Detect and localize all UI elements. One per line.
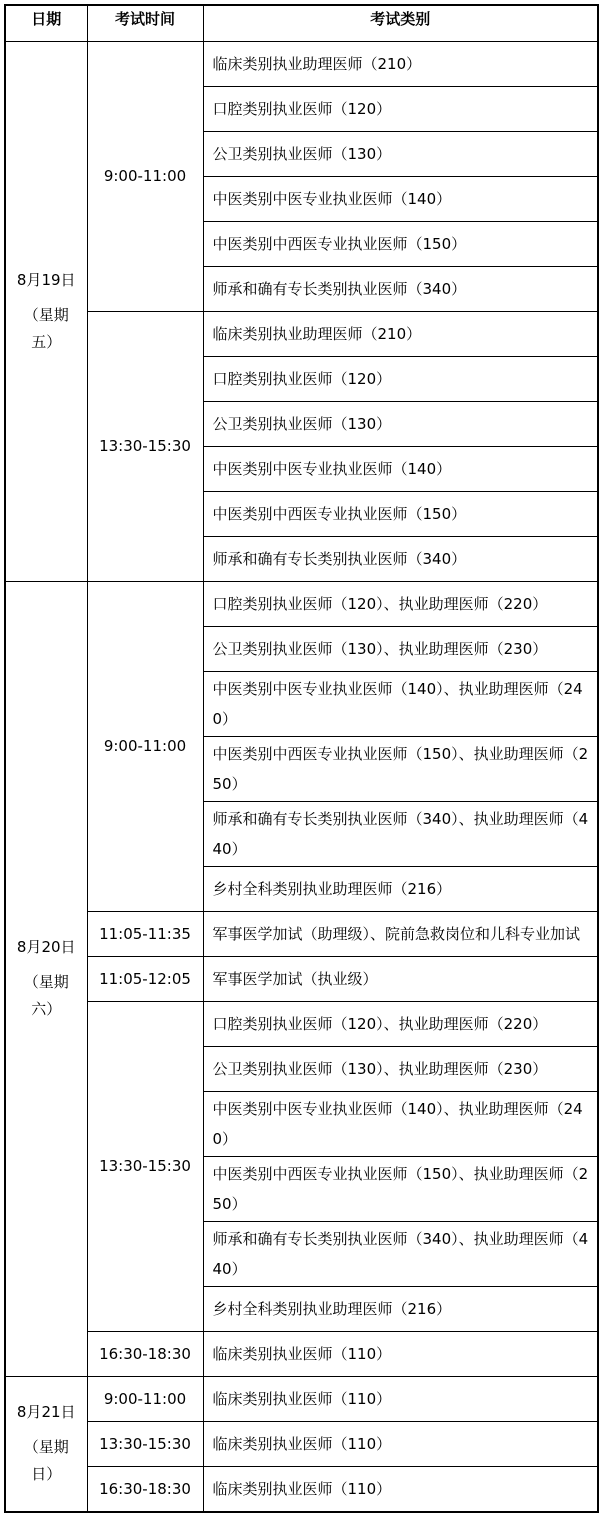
time-cell: 11:05-11:35 [87, 911, 203, 956]
time-cell: 13:30-15:30 [87, 311, 203, 581]
table-row [5, 1421, 598, 1466]
category-cell: 中医类别中西医专业执业医师（150）、执业助理医师（250） [203, 736, 598, 801]
date-line: 六） [31, 1000, 62, 1018]
category-cell: 临床类别执业助理医师（210） [203, 41, 598, 86]
date-cell [5, 581, 87, 1376]
exam-schedule-table [4, 4, 599, 1513]
category-cell: 师承和确有专长类别执业医师（340）、执业助理医师（440） [203, 1221, 598, 1286]
category-cell: 公卫类别执业医师（130） [203, 401, 598, 446]
date-line: （星期 [23, 973, 69, 991]
date-line: 日） [31, 1465, 62, 1483]
header-time: 考试时间 [87, 5, 203, 41]
category-cell: 师承和确有专长类别执业医师（340）、执业助理医师（440） [203, 801, 598, 866]
header-row [5, 5, 598, 41]
date-cell [5, 1376, 87, 1512]
table-row [5, 1466, 598, 1512]
date-line: 8月20日 [16, 938, 76, 956]
category-cell: 中医类别中医专业执业医师（140）、执业助理医师（240） [203, 1091, 598, 1156]
time-cell: 16:30-18:30 [87, 1331, 203, 1376]
category-cell: 中医类别中西医专业执业医师（150） [203, 491, 598, 536]
category-cell: 公卫类别执业医师（130） [203, 131, 598, 176]
category-cell: 师承和确有专长类别执业医师（340） [203, 536, 598, 581]
category-cell: 中医类别中医专业执业医师（140） [203, 176, 598, 221]
category-cell: 口腔类别执业医师（120）、执业助理医师（220） [203, 1001, 598, 1046]
category-cell: 中医类别中医专业执业医师（140） [203, 446, 598, 491]
date-line: （星期 [23, 305, 69, 324]
category-cell: 乡村全科类别执业助理医师（216） [203, 866, 598, 911]
time-cell: 9:00-11:00 [87, 41, 203, 311]
table-body [5, 41, 598, 1512]
category-cell: 临床类别执业助理医师（210） [203, 311, 598, 356]
category-cell: 公卫类别执业医师（130）、执业助理医师（230） [203, 1046, 598, 1091]
time-cell: 9:00-11:00 [87, 1376, 203, 1421]
time-cell: 13:30-15:30 [87, 1001, 203, 1331]
time-cell: 9:00-11:00 [87, 581, 203, 911]
header-date: 日期 [5, 5, 87, 41]
category-cell: 军事医学加试（执业级） [203, 956, 598, 1001]
category-cell: 军事医学加试（助理级）、院前急救岗位和儿科专业加试 [203, 911, 598, 956]
date-line: 五） [31, 332, 62, 351]
table-row [5, 311, 598, 356]
category-cell: 口腔类别执业医师（120） [203, 86, 598, 131]
category-cell: 临床类别执业医师（110） [203, 1331, 598, 1376]
category-cell: 中医类别中西医专业执业医师（150）、执业助理医师（250） [203, 1156, 598, 1221]
time-cell: 13:30-15:30 [87, 1421, 203, 1466]
date-cell [5, 41, 87, 581]
category-cell: 中医类别中医专业执业医师（140）、执业助理医师（240） [203, 671, 598, 736]
time-cell: 11:05-12:05 [87, 956, 203, 1001]
table-row [5, 911, 598, 956]
category-cell: 口腔类别执业医师（120）、执业助理医师（220） [203, 581, 598, 626]
table-header [5, 5, 598, 41]
table-row [5, 41, 598, 86]
table-row [5, 1001, 598, 1046]
date-line: （星期 [23, 1438, 69, 1456]
table-row [5, 1376, 598, 1421]
category-cell: 乡村全科类别执业助理医师（216） [203, 1286, 598, 1331]
category-cell: 口腔类别执业医师（120） [203, 356, 598, 401]
category-cell: 中医类别中西医专业执业医师（150） [203, 221, 598, 266]
category-cell: 临床类别执业医师（110） [203, 1421, 598, 1466]
header-category: 考试类别 [203, 5, 598, 41]
table-row [5, 581, 598, 626]
category-cell: 临床类别执业医师（110） [203, 1376, 598, 1421]
category-cell: 公卫类别执业医师（130）、执业助理医师（230） [203, 626, 598, 671]
time-cell: 16:30-18:30 [87, 1466, 203, 1512]
category-cell: 临床类别执业医师（110） [203, 1466, 598, 1512]
table-row [5, 1331, 598, 1376]
date-line: 8月19日 [16, 270, 76, 289]
date-line: 8月21日 [16, 1403, 76, 1421]
table-row [5, 956, 598, 1001]
category-cell: 师承和确有专长类别执业医师（340） [203, 266, 598, 311]
